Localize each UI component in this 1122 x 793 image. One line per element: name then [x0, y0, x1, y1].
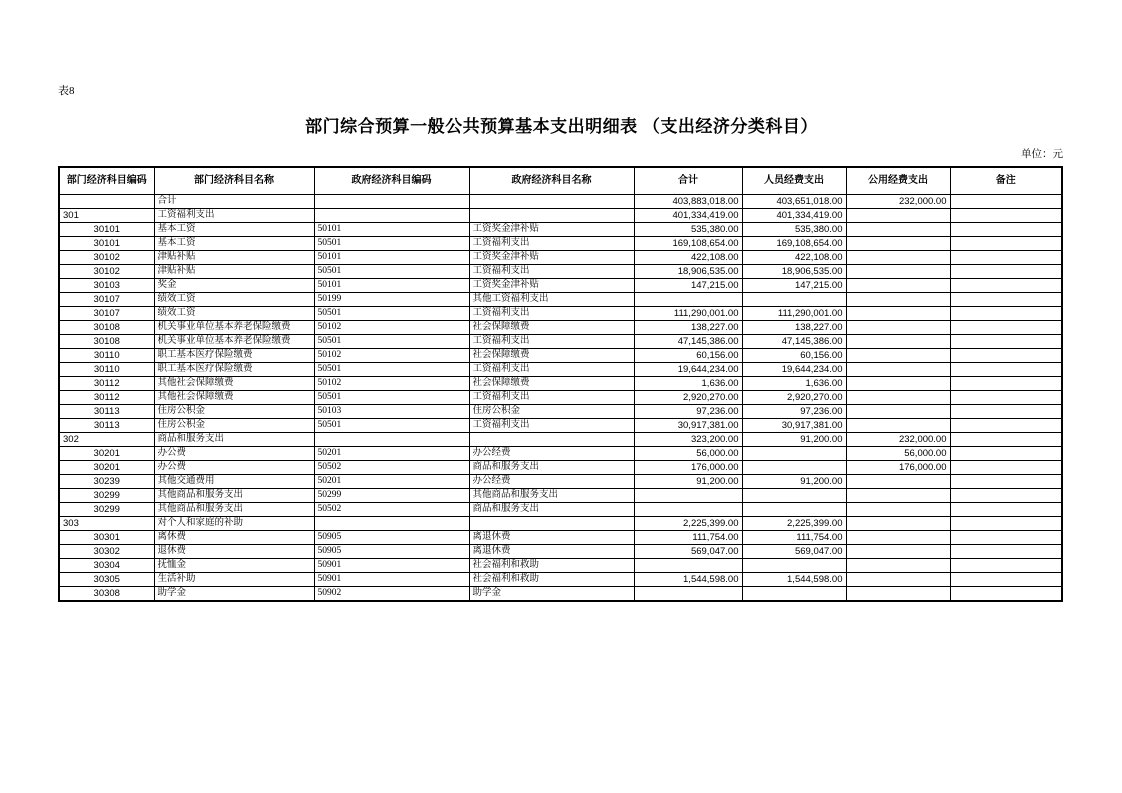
table-cell [846, 405, 950, 419]
table-cell [469, 517, 634, 531]
table-cell [950, 251, 1062, 265]
table-cell [742, 559, 846, 573]
table-cell: 2,920,270.00 [742, 391, 846, 405]
table-row [59, 405, 1062, 419]
table-cell: 工资福利支出 [469, 391, 634, 405]
table-row [59, 265, 1062, 279]
table-cell: 138,227.00 [634, 321, 742, 335]
table-cell: 301 [59, 209, 154, 223]
table-cell: 其他交通费用 [154, 475, 314, 489]
table-cell: 30201 [59, 461, 154, 475]
table-cell: 50501 [314, 391, 469, 405]
column-header: 合计 [634, 167, 742, 195]
table-cell: 401,334,419.00 [742, 209, 846, 223]
table-cell: 助学金 [469, 587, 634, 602]
table-row [59, 279, 1062, 293]
table-cell: 社会福利和救助 [469, 559, 634, 573]
table-row [59, 531, 1062, 545]
table-cell: 97,236.00 [742, 405, 846, 419]
table-cell: 30305 [59, 573, 154, 587]
table-cell: 232,000.00 [846, 433, 950, 447]
table-cell [846, 391, 950, 405]
table-cell [950, 279, 1062, 293]
table-cell: 基本工资 [154, 237, 314, 251]
table-cell: 30108 [59, 321, 154, 335]
table-cell [742, 447, 846, 461]
table-cell: 19,644,234.00 [742, 363, 846, 377]
table-cell: 30113 [59, 419, 154, 433]
table-cell: 离休费 [154, 531, 314, 545]
table-cell: 30102 [59, 265, 154, 279]
table-cell: 工资福利支出 [469, 363, 634, 377]
table-cell: 30201 [59, 447, 154, 461]
page-title: 部门综合预算一般公共预算基本支出明细表 （支出经济分类科目） [305, 117, 818, 136]
table-cell [634, 503, 742, 517]
header-row [59, 167, 1062, 195]
table-cell: 569,047.00 [634, 545, 742, 559]
table-cell: 离退休费 [469, 545, 634, 559]
table-cell: 91,200.00 [742, 433, 846, 447]
table-cell: 住房公积金 [154, 405, 314, 419]
table-row [59, 447, 1062, 461]
table-cell: 办公费 [154, 461, 314, 475]
table-cell [634, 489, 742, 503]
table-cell [950, 223, 1062, 237]
table-cell [469, 433, 634, 447]
table-cell [950, 433, 1062, 447]
table-row [59, 559, 1062, 573]
table-cell: 津贴补贴 [154, 251, 314, 265]
table-cell: 232,000.00 [846, 195, 950, 209]
table-cell: 工资福利支出 [469, 419, 634, 433]
table-cell: 30301 [59, 531, 154, 545]
table-cell: 其他商品和服务支出 [469, 489, 634, 503]
table-cell [846, 475, 950, 489]
table-cell: 绩效工资 [154, 307, 314, 321]
table-cell: 其他社会保障缴费 [154, 391, 314, 405]
table-cell: 30110 [59, 349, 154, 363]
table-row [59, 293, 1062, 307]
table-row [59, 587, 1062, 602]
table-cell: 商品和服务支出 [154, 433, 314, 447]
table-cell [950, 475, 1062, 489]
table-cell: 403,651,018.00 [742, 195, 846, 209]
column-header: 部门经济科目编码 [59, 167, 154, 195]
table-cell: 169,108,654.00 [634, 237, 742, 251]
table-cell: 对个人和家庭的补助 [154, 517, 314, 531]
table-cell: 50201 [314, 447, 469, 461]
table-cell: 535,380.00 [742, 223, 846, 237]
table-cell [314, 517, 469, 531]
table-row [59, 237, 1062, 251]
table-row [59, 391, 1062, 405]
table-cell: 147,215.00 [634, 279, 742, 293]
table-cell: 商品和服务支出 [469, 503, 634, 517]
unit-label: 单位：元 [1021, 149, 1063, 160]
table-cell [950, 391, 1062, 405]
table-cell: 50102 [314, 321, 469, 335]
table-cell: 169,108,654.00 [742, 237, 846, 251]
table-cell [742, 503, 846, 517]
table-cell: 30299 [59, 489, 154, 503]
table-cell: 422,108.00 [742, 251, 846, 265]
table-cell: 302 [59, 433, 154, 447]
table-cell: 30239 [59, 475, 154, 489]
table-cell: 111,754.00 [634, 531, 742, 545]
table-header [59, 167, 1062, 195]
table-cell: 1,636.00 [742, 377, 846, 391]
table-cell: 50102 [314, 377, 469, 391]
table-cell: 其他工资福利支出 [469, 293, 634, 307]
table-cell [846, 251, 950, 265]
table-cell: 60,156.00 [634, 349, 742, 363]
table-cell [846, 545, 950, 559]
table-cell: 30107 [59, 307, 154, 321]
table-cell [742, 587, 846, 602]
table-row [59, 545, 1062, 559]
table-row [59, 573, 1062, 587]
table-cell [950, 265, 1062, 279]
table-cell [846, 573, 950, 587]
table-cell: 住房公积金 [154, 419, 314, 433]
table-cell: 办公经费 [469, 447, 634, 461]
table-cell: 50502 [314, 461, 469, 475]
table-body [59, 195, 1062, 602]
table-cell: 工资福利支出 [154, 209, 314, 223]
table-cell: 535,380.00 [634, 223, 742, 237]
table-cell [846, 503, 950, 517]
table-row [59, 335, 1062, 349]
table-cell [950, 517, 1062, 531]
table-cell: 50501 [314, 265, 469, 279]
table-cell [846, 559, 950, 573]
sheet-label: 表8 [58, 85, 75, 97]
table-cell: 50101 [314, 223, 469, 237]
table-cell: 30107 [59, 293, 154, 307]
table-cell: 工资奖金津补贴 [469, 251, 634, 265]
table-cell: 1,544,598.00 [634, 573, 742, 587]
table-cell: 50501 [314, 363, 469, 377]
column-header: 人员经费支出 [742, 167, 846, 195]
table-cell: 30,917,381.00 [742, 419, 846, 433]
table-cell [950, 405, 1062, 419]
table-cell: 机关事业单位基本养老保险缴费 [154, 335, 314, 349]
table-cell [846, 363, 950, 377]
table-cell: 111,290,001.00 [634, 307, 742, 321]
table-cell: 176,000.00 [846, 461, 950, 475]
table-cell: 30299 [59, 503, 154, 517]
table-cell [742, 293, 846, 307]
table-cell [846, 377, 950, 391]
table-cell: 社会保障缴费 [469, 321, 634, 335]
table-cell [950, 531, 1062, 545]
table-cell [314, 195, 469, 209]
table-cell: 138,227.00 [742, 321, 846, 335]
table-cell: 津贴补贴 [154, 265, 314, 279]
table-cell: 18,906,535.00 [634, 265, 742, 279]
table-cell [950, 307, 1062, 321]
table-cell [469, 209, 634, 223]
table-cell: 30108 [59, 335, 154, 349]
table-cell [314, 433, 469, 447]
table-cell [846, 279, 950, 293]
table-cell [742, 461, 846, 475]
table-cell [742, 489, 846, 503]
table-row [59, 461, 1062, 475]
table-cell: 工资奖金津补贴 [469, 279, 634, 293]
table-cell [950, 559, 1062, 573]
table-cell: 办公费 [154, 447, 314, 461]
table-cell [469, 195, 634, 209]
table-cell [950, 545, 1062, 559]
table-cell [950, 335, 1062, 349]
table-cell: 30110 [59, 363, 154, 377]
table-cell: 50201 [314, 475, 469, 489]
table-cell [950, 237, 1062, 251]
table-cell: 工资福利支出 [469, 335, 634, 349]
table-cell: 50902 [314, 587, 469, 602]
table-cell [846, 307, 950, 321]
table-cell: 50101 [314, 251, 469, 265]
table-cell [846, 265, 950, 279]
table-cell [950, 209, 1062, 223]
table-cell: 50901 [314, 573, 469, 587]
table-cell: 住房公积金 [469, 405, 634, 419]
table-row [59, 489, 1062, 503]
table-cell [846, 587, 950, 602]
table-row [59, 377, 1062, 391]
table-cell: 50905 [314, 531, 469, 545]
table-cell: 职工基本医疗保险缴费 [154, 363, 314, 377]
table-cell: 30302 [59, 545, 154, 559]
table-cell [950, 349, 1062, 363]
table-cell: 退休费 [154, 545, 314, 559]
table-row [59, 349, 1062, 363]
table-cell: 401,334,419.00 [634, 209, 742, 223]
table-cell [950, 419, 1062, 433]
table-cell: 56,000.00 [634, 447, 742, 461]
table-cell: 56,000.00 [846, 447, 950, 461]
table-cell: 工资福利支出 [469, 265, 634, 279]
table-cell: 合计 [154, 195, 314, 209]
table-cell: 工资福利支出 [469, 237, 634, 251]
table-cell: 18,906,535.00 [742, 265, 846, 279]
table-cell: 其他商品和服务支出 [154, 489, 314, 503]
table-cell [846, 489, 950, 503]
table-cell: 2,920,270.00 [634, 391, 742, 405]
column-header: 部门经济科目名称 [154, 167, 314, 195]
table-cell: 30304 [59, 559, 154, 573]
table-cell: 1,636.00 [634, 377, 742, 391]
table-cell [846, 293, 950, 307]
table-cell: 111,290,001.00 [742, 307, 846, 321]
table-cell [950, 489, 1062, 503]
table-cell: 机关事业单位基本养老保险缴费 [154, 321, 314, 335]
table-cell: 离退休费 [469, 531, 634, 545]
table-cell [950, 377, 1062, 391]
table-cell: 97,236.00 [634, 405, 742, 419]
table-cell: 奖金 [154, 279, 314, 293]
table-cell: 30103 [59, 279, 154, 293]
table-cell [846, 531, 950, 545]
table-cell: 91,200.00 [742, 475, 846, 489]
table-cell: 基本工资 [154, 223, 314, 237]
table-cell: 19,644,234.00 [634, 363, 742, 377]
table-cell [950, 503, 1062, 517]
table-cell: 50501 [314, 237, 469, 251]
table-cell [846, 517, 950, 531]
column-header: 政府经济科目名称 [469, 167, 634, 195]
table-cell: 50501 [314, 419, 469, 433]
table-cell: 社会保障缴费 [469, 349, 634, 363]
table-cell: 商品和服务支出 [469, 461, 634, 475]
table-cell [950, 461, 1062, 475]
table-row [59, 251, 1062, 265]
table-cell: 147,215.00 [742, 279, 846, 293]
table-cell: 2,225,399.00 [742, 517, 846, 531]
table-row [59, 517, 1062, 531]
table-cell: 30112 [59, 391, 154, 405]
table-cell: 1,544,598.00 [742, 573, 846, 587]
table-cell: 47,145,386.00 [742, 335, 846, 349]
table-cell [846, 209, 950, 223]
table-cell [950, 195, 1062, 209]
table-cell: 422,108.00 [634, 251, 742, 265]
table-cell: 助学金 [154, 587, 314, 602]
table-cell [846, 349, 950, 363]
table-cell [846, 335, 950, 349]
table-cell: 30308 [59, 587, 154, 602]
table-cell: 30102 [59, 251, 154, 265]
table-cell [59, 195, 154, 209]
table-cell: 50299 [314, 489, 469, 503]
table-cell [314, 209, 469, 223]
table-cell [950, 447, 1062, 461]
table-row [59, 475, 1062, 489]
column-header: 备注 [950, 167, 1062, 195]
table-cell: 其他社会保障缴费 [154, 377, 314, 391]
table-cell [950, 573, 1062, 587]
table-cell [634, 559, 742, 573]
table-cell: 50501 [314, 335, 469, 349]
table-cell: 50103 [314, 405, 469, 419]
table-cell: 323,200.00 [634, 433, 742, 447]
table-row [59, 433, 1062, 447]
table-cell: 其他商品和服务支出 [154, 503, 314, 517]
table-row [59, 419, 1062, 433]
table-cell: 50501 [314, 307, 469, 321]
table-cell: 91,200.00 [634, 475, 742, 489]
table-cell [846, 237, 950, 251]
table-cell: 30101 [59, 223, 154, 237]
table-cell: 工资奖金津补贴 [469, 223, 634, 237]
table-row [59, 363, 1062, 377]
table-cell: 569,047.00 [742, 545, 846, 559]
table-cell: 绩效工资 [154, 293, 314, 307]
table-cell [846, 321, 950, 335]
table-cell: 50101 [314, 279, 469, 293]
table-row [59, 307, 1062, 321]
table-cell: 社会保障缴费 [469, 377, 634, 391]
table-cell: 60,156.00 [742, 349, 846, 363]
table-cell: 2,225,399.00 [634, 517, 742, 531]
table-cell: 50502 [314, 503, 469, 517]
table-row [59, 503, 1062, 517]
table-row [59, 321, 1062, 335]
table-row [59, 209, 1062, 223]
table-cell: 47,145,386.00 [634, 335, 742, 349]
table-cell [846, 223, 950, 237]
table-cell: 403,883,018.00 [634, 195, 742, 209]
table-cell [634, 293, 742, 307]
table-cell: 抚恤金 [154, 559, 314, 573]
table-cell: 50901 [314, 559, 469, 573]
budget-detail-table [58, 166, 1063, 602]
table-cell [950, 321, 1062, 335]
table-cell: 176,000.00 [634, 461, 742, 475]
table-cell [846, 419, 950, 433]
table-cell [950, 363, 1062, 377]
table-cell: 工资福利支出 [469, 307, 634, 321]
table-cell: 生活补助 [154, 573, 314, 587]
table-cell: 社会福利和救助 [469, 573, 634, 587]
table-cell: 30113 [59, 405, 154, 419]
table-cell: 50199 [314, 293, 469, 307]
table-cell: 30112 [59, 377, 154, 391]
table-cell: 30101 [59, 237, 154, 251]
table-cell: 职工基本医疗保险缴费 [154, 349, 314, 363]
table-cell: 办公经费 [469, 475, 634, 489]
table-cell [950, 587, 1062, 602]
table-cell: 50905 [314, 545, 469, 559]
table-cell: 111,754.00 [742, 531, 846, 545]
table-row [59, 195, 1062, 209]
table-cell [950, 293, 1062, 307]
table-cell: 50102 [314, 349, 469, 363]
column-header: 政府经济科目编码 [314, 167, 469, 195]
column-header: 公用经费支出 [846, 167, 950, 195]
table-cell [634, 587, 742, 602]
table-cell: 30,917,381.00 [634, 419, 742, 433]
table-cell: 303 [59, 517, 154, 531]
table-row [59, 223, 1062, 237]
